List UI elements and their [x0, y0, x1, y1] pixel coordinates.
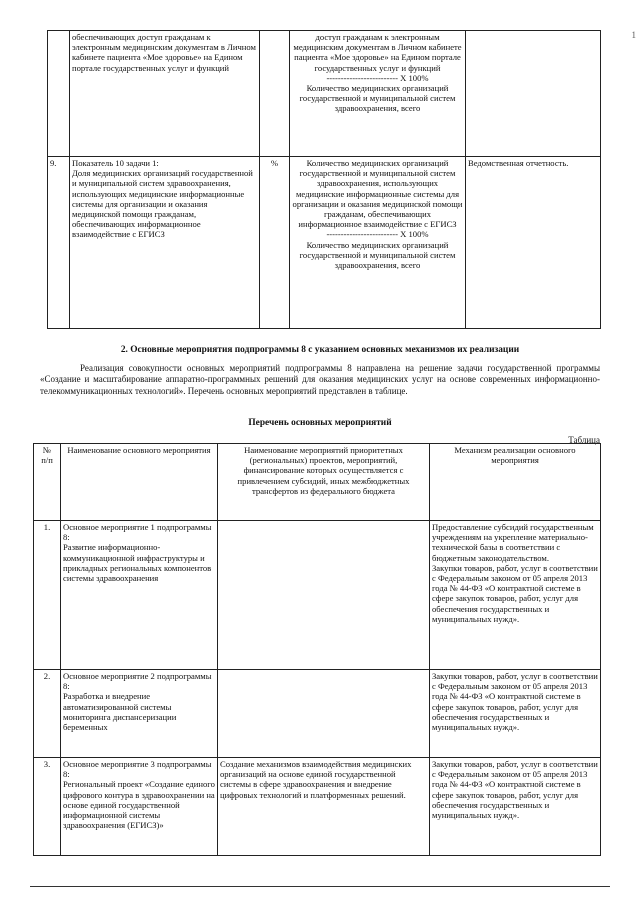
measure-1-num: 1. — [34, 521, 61, 670]
page-edge-mark: 1 — [631, 30, 636, 40]
measure-3-name: Основное мероприятие 3 подпрограммы 8: Региональный проект «Создание единого цифрового контура в здравоохранении на основе единой государственной информационной системы здравоохранения (ЕГИСЗ)» — [61, 758, 218, 856]
table-row — [34, 670, 601, 758]
row8-name: обеспечивающих доступ гражданам к электронным медицинским документам в Личном кабинете пациента «Мое здоровье» на Едином портале государственных услуг и функций — [72, 32, 256, 73]
measure-2-mechanism: Закупки товаров, работ, услуг в соответствии с Федеральным законом от 05 апреля 2013 года № 44-ФЗ «О контрактной системе в сфере закупок товаров, работ, услуг для обеспечения государственных и муниципальных нужд». — [430, 670, 601, 758]
table-row — [48, 157, 601, 329]
header-name: Наименование основного мероприятия — [61, 444, 218, 521]
header-num: № п/п — [34, 444, 61, 521]
row8-formula-cell — [290, 31, 466, 157]
table-row — [48, 31, 601, 157]
row9-num: 9. — [48, 157, 70, 329]
row8-formula: доступ гражданам к электронным медицинским документам в Личном кабинете пациента «Мое здоровье» на Едином портале государственных услуг и функций ------------------------- Х 100% Количество медицинских организаций государственной и муниципальной систем здравоохранения, всего — [293, 32, 462, 114]
section-paragraph: Реализация совокупности основных мероприятий подпрограммы 8 направлена на решение задачи государственной программы «Создание и масштабирование аппаратно-программных решений для оказания медицинских услуг на основе современных информационно-телекоммуникационных технологий». Перечень основных мероприятий представлен в таблице. — [40, 363, 600, 396]
measures-subheading: Перечень основных мероприятий — [248, 418, 392, 428]
measure-3-mechanism: Закупки товаров, работ, услуг в соответствии с Федеральным законом от 05 апреля 2013 года № 44-ФЗ «О контрактной системе в сфере закупок товаров, работ, услуг для обеспечения государственных и муниципальных нужд». — [430, 758, 601, 856]
row9-source: Ведомственная отчетность. — [466, 157, 601, 329]
measure-2-name: Основное мероприятие 2 подпрограммы 8: Разработка и внедрение автоматизированной системы мониторинга диспансеризации беременных — [61, 670, 218, 758]
indicators-table — [47, 30, 601, 329]
measure-1-name: Основное мероприятие 1 подпрограммы 8: Развитие информационно-коммуникационной инфраструктуры и прикладных региональных компонентов системы здравоохранения — [61, 521, 218, 670]
row9-unit: % — [260, 157, 290, 329]
section-heading: 2. Основные мероприятия подпрограммы 8 с указанием основных механизмов их реализации — [120, 345, 520, 355]
row9-formula: Количество медицинских организаций государственной и муниципальной систем здравоохранения, использующих медицинские информационные системы для организации и оказания медицинской помощи гражданам, обеспечивающих информационное взаимодействие с ЕГИСЗ ------------------------- Х 100% Количество медицинских организаций государственной и муниципальной систем здравоохранения, всего — [292, 158, 463, 271]
row8-name-cell — [70, 31, 260, 157]
row9-name: Показатель 10 задачи 1: Доля медицинских организаций государственной и муниципальной систем здравоохранения, использующих медицинские информационные системы для организации и оказания медицинской помощи гражданам, обеспечивающих информационное взаимодействие с ЕГИСЗ — [72, 158, 253, 240]
page-bottom-divider — [30, 886, 610, 887]
measure-3-num: 3. — [34, 758, 61, 856]
table-row — [34, 758, 601, 856]
table-header-row — [34, 444, 601, 521]
row9-name-cell — [70, 157, 260, 329]
row8-num-cell — [48, 31, 70, 157]
measure-2-projects — [218, 670, 430, 758]
header-projects: Наименование мероприятий приоритетных (региональных) проектов, мероприятий, финансирование которых осуществляется с привлечением субсидий, иных межбюджетных трансфертов из федерального бюджета — [218, 444, 430, 521]
measure-3-projects: Создание механизмов взаимодействия медицинских организаций на основе единой государственной системы в сфере здравоохранения и внедрение цифровых технологий и платформенных решений. — [218, 758, 430, 856]
measures-table — [33, 443, 601, 856]
row8-unit-cell — [260, 31, 290, 157]
header-mechanism: Механизм реализации основного мероприятия — [430, 444, 601, 521]
measure-1-mechanism: Предоставление субсидий государственным учреждениям на укрепление материально-технической базы в соответствии с бюджетным законодательством. Закупки товаров, работ, услуг в соответствии с Федеральным законом от 05 апреля 2013 года № 44-ФЗ «О контрактной системе в сфере закупок товаров, работ, услуг для обеспечения государственных и муниципальных нужд». — [430, 521, 601, 670]
table-row — [34, 521, 601, 670]
row9-formula-cell — [290, 157, 466, 329]
table-label: Таблица — [568, 435, 600, 445]
measure-1-projects — [218, 521, 430, 670]
measure-2-num: 2. — [34, 670, 61, 758]
row8-source-cell — [466, 31, 601, 157]
